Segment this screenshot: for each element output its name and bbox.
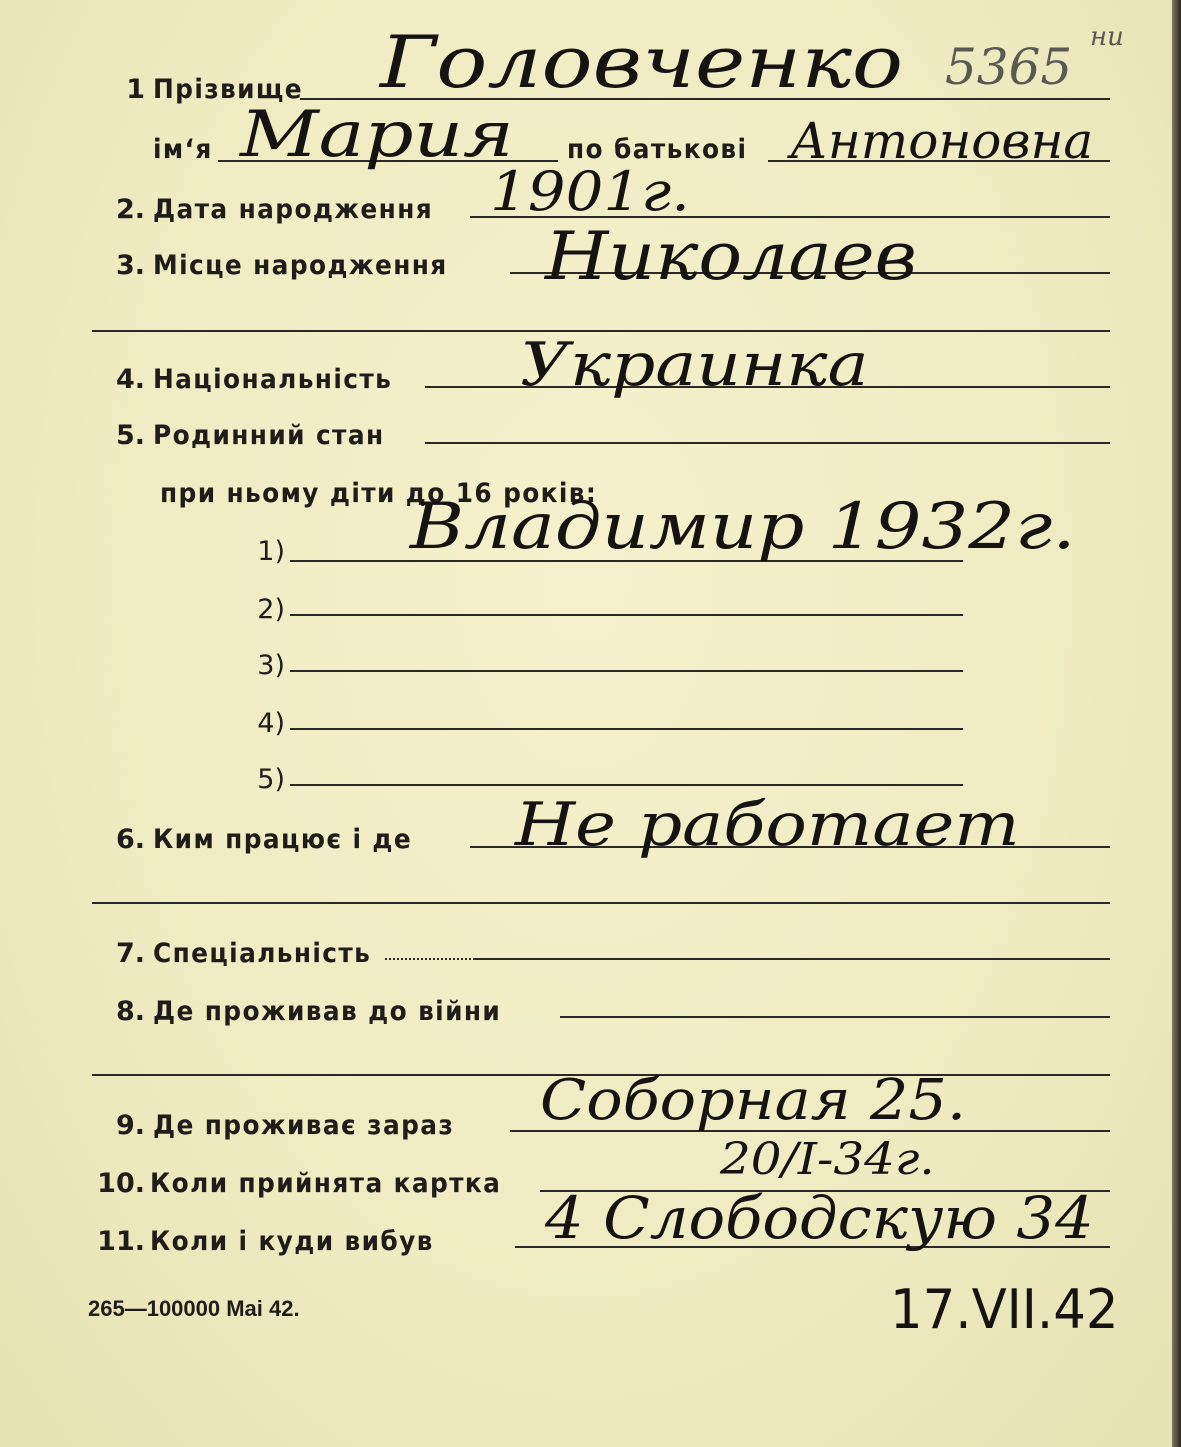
- child-5-line: [290, 784, 963, 786]
- children-label: при ньому діти до 16 років:: [160, 478, 598, 509]
- patronymic-value: Антоновна: [790, 112, 1094, 170]
- surname-note-superscript: ни: [1090, 22, 1124, 52]
- birth-date-label: Дата народження: [153, 194, 434, 225]
- print-code: 265—100000 Mai 42.: [88, 1296, 300, 1321]
- field-5-number: 5.: [115, 420, 145, 451]
- family-status-label: Родинний стан: [153, 420, 385, 451]
- occupation-label: Ким працює і де: [153, 824, 413, 855]
- current-residence-label: Де проживає зараз: [153, 1110, 455, 1141]
- specialty-dotted-line: [385, 958, 475, 960]
- field-8-number: 8.: [115, 996, 145, 1027]
- card-accepted-label: Коли прийнята картка: [150, 1168, 502, 1199]
- card-edge-shadow: [1172, 0, 1181, 1447]
- child-1-number: 1): [257, 536, 285, 567]
- current-residence-value: Соборная 25.: [540, 1068, 967, 1133]
- first-name-label: ім‘я: [153, 134, 213, 165]
- child-5-number: 5): [257, 764, 285, 795]
- departed-value: 4 Слободскую 34: [545, 1184, 1094, 1252]
- field-4-number: 4.: [115, 364, 145, 395]
- surname-note: 5365: [945, 38, 1073, 96]
- handwritten-date: 17.VII.42: [890, 1278, 1119, 1341]
- field-9-number: 9.: [115, 1110, 145, 1141]
- surname-label: Прізвище: [153, 74, 303, 105]
- child-1-value: Владимир 1932г.: [410, 490, 1076, 564]
- prewar-residence-label: Де проживав до війни: [153, 996, 502, 1027]
- nationality-label: Національність: [153, 364, 393, 395]
- family-status-line: [425, 442, 1110, 444]
- field-1-number: 1: [126, 74, 145, 105]
- field-2-number: 2.: [115, 194, 145, 225]
- child-3-line: [290, 670, 963, 672]
- birth-date-value: 1901г.: [490, 160, 691, 223]
- field-3-number: 3.: [115, 250, 145, 281]
- child-3-number: 3): [257, 650, 285, 681]
- birth-place-value: Николаев: [545, 218, 917, 295]
- first-name-value: Мария: [240, 98, 514, 172]
- child-2-line: [290, 614, 963, 616]
- field-7-number: 7.: [115, 938, 145, 969]
- card-accepted-value: 20/I-34г.: [720, 1134, 935, 1185]
- prewar-residence-line: [560, 1016, 1110, 1018]
- occupation-line-2: [92, 902, 1110, 904]
- child-2-number: 2): [257, 594, 285, 625]
- surname-value: Головченко: [380, 20, 904, 104]
- child-4-line: [290, 728, 963, 730]
- patronymic-label: по батькові: [567, 134, 748, 165]
- occupation-value: Не работает: [515, 790, 1020, 860]
- specialty-line: [475, 958, 1110, 960]
- field-6-number: 6.: [115, 824, 145, 855]
- field-10-number: 10.: [97, 1168, 145, 1199]
- nationality-value: Украинка: [520, 330, 869, 400]
- specialty-label: Спеціальність: [153, 938, 372, 969]
- field-11-number: 11.: [97, 1226, 145, 1257]
- departed-label: Коли і куди вибув: [150, 1226, 434, 1257]
- child-4-number: 4): [257, 708, 285, 739]
- birth-place-label: Місце народження: [153, 250, 448, 281]
